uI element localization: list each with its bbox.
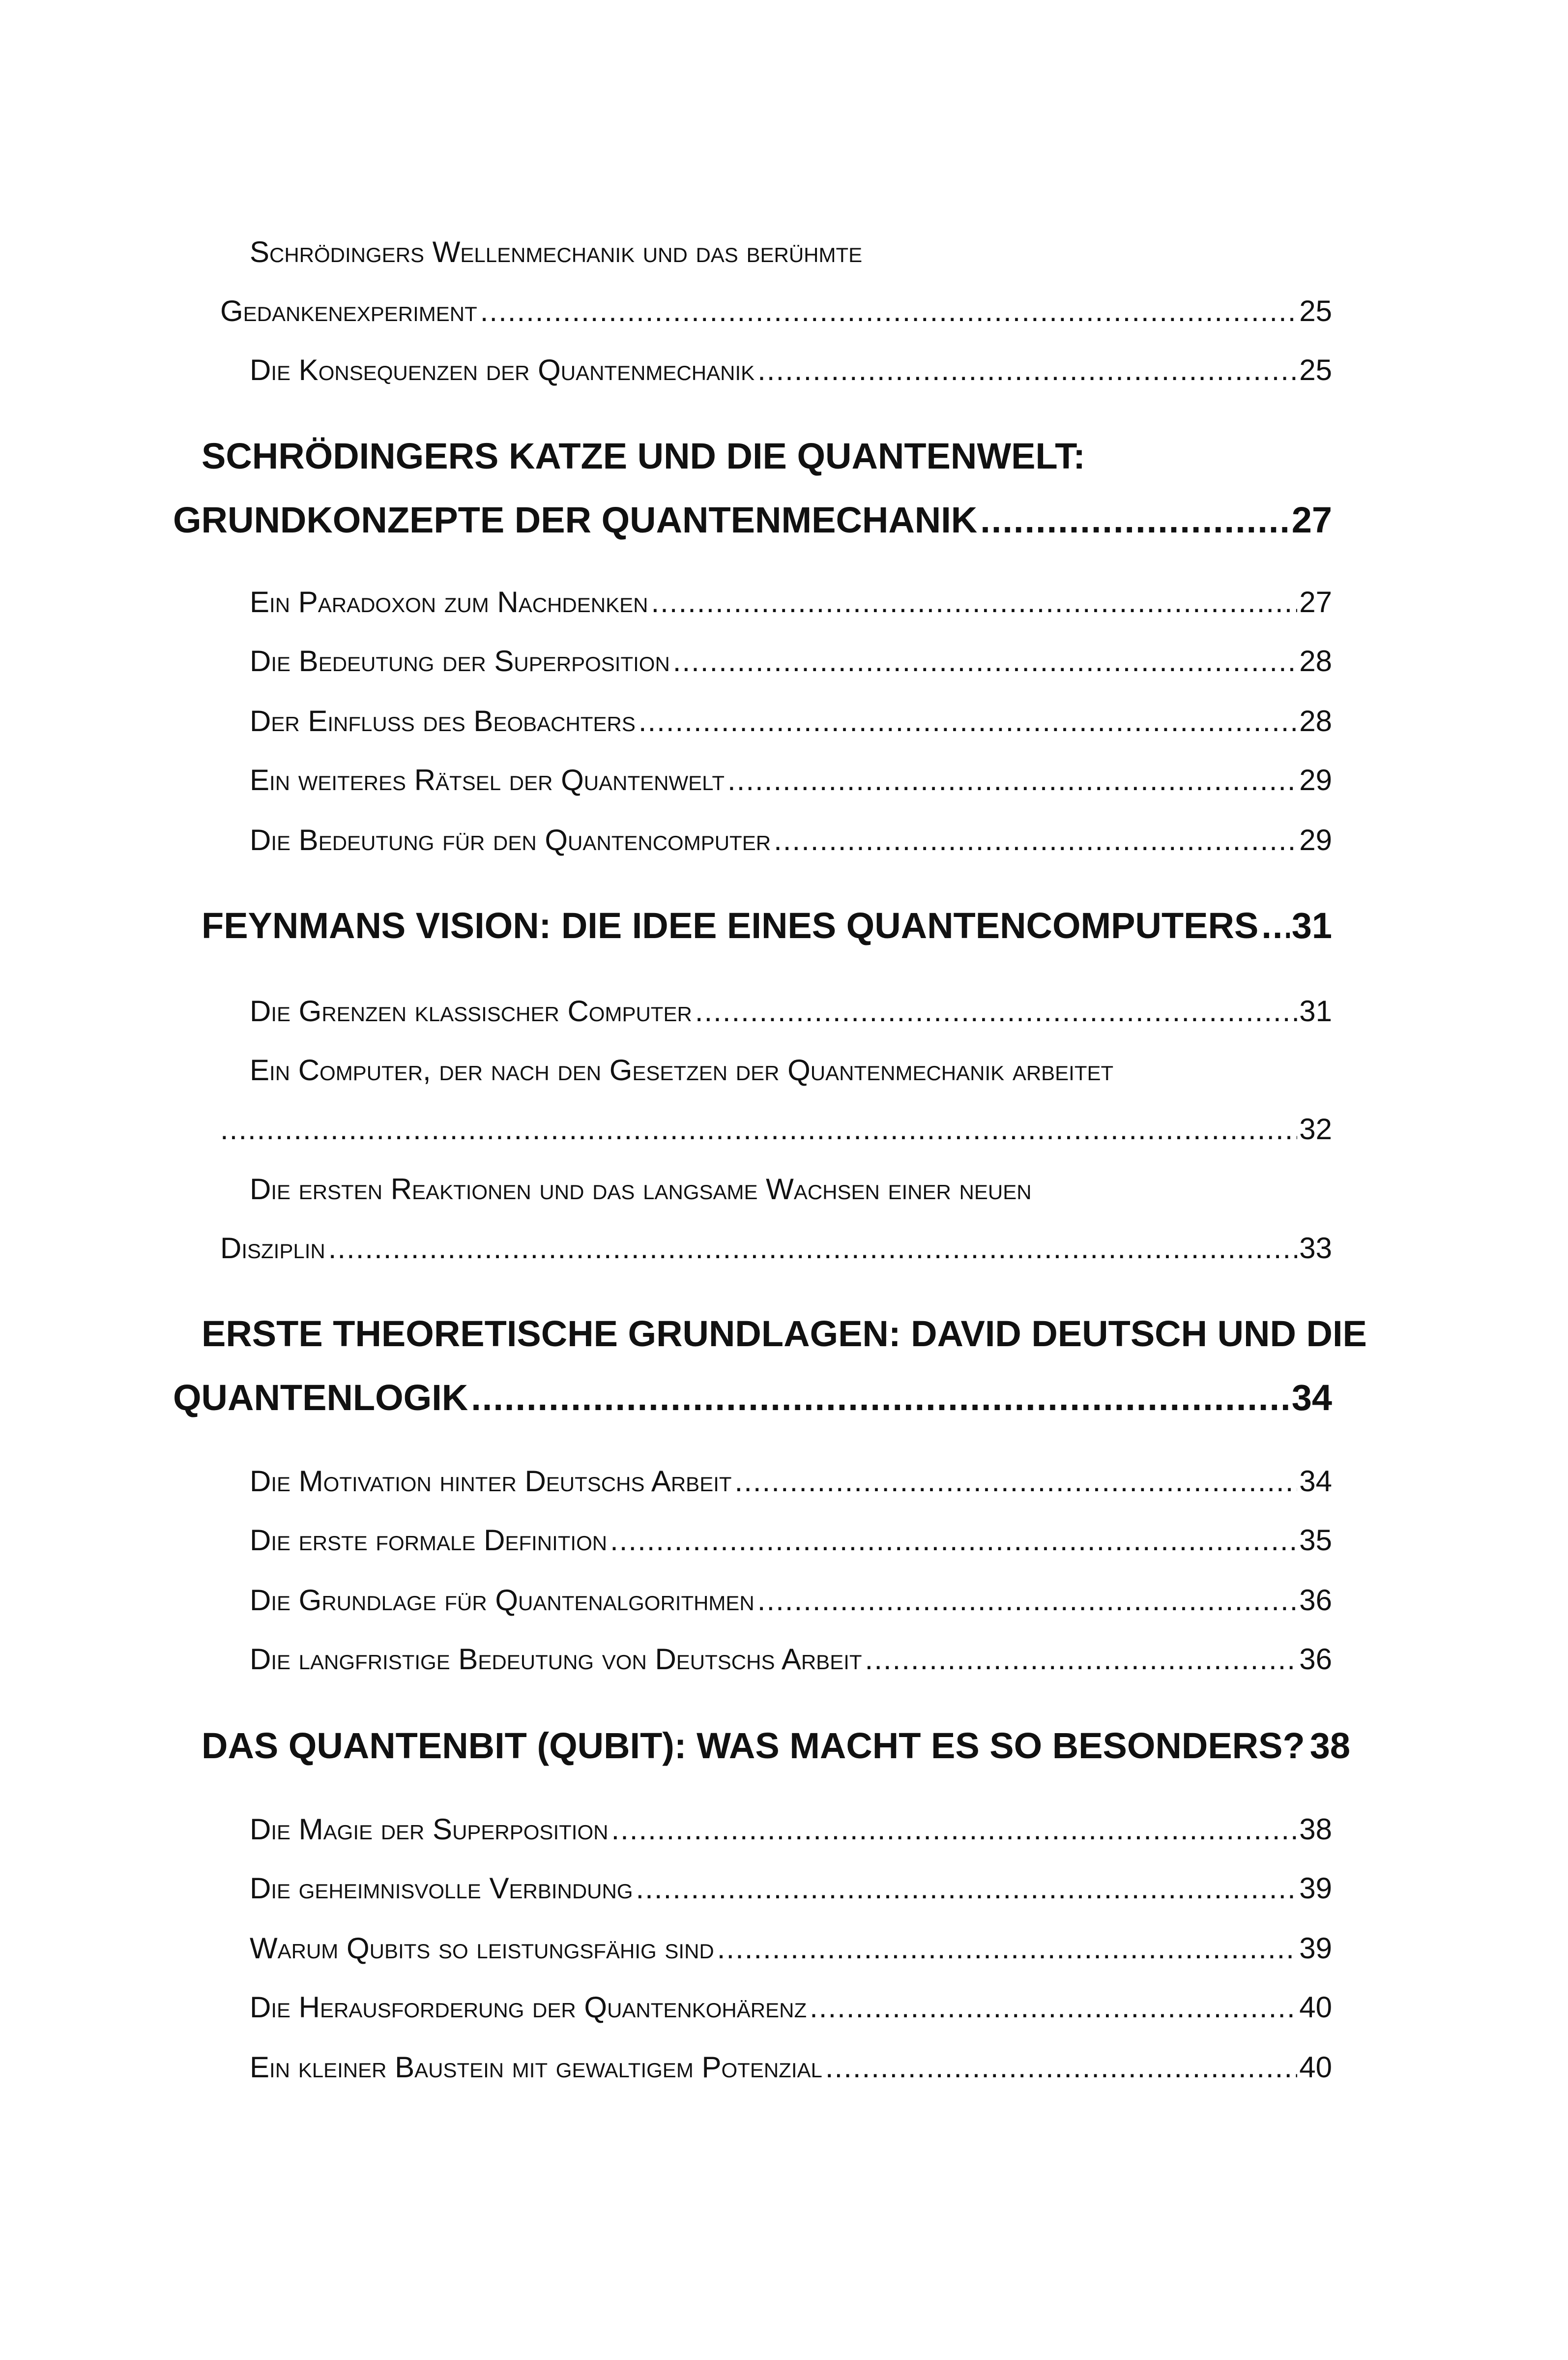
toc-chapter[interactable] xyxy=(173,499,1332,541)
dot-leader xyxy=(865,1642,1298,1676)
toc-page-number: 27 xyxy=(1291,500,1332,540)
toc-entry[interactable] xyxy=(250,1642,1332,1676)
toc-page-number: 28 xyxy=(1299,645,1332,678)
toc-page-number: 40 xyxy=(1299,1991,1332,2024)
dot-leader xyxy=(735,1464,1298,1498)
dot-leader xyxy=(480,294,1297,328)
toc-entry-label: Ein Paradoxon zum Nachdenken xyxy=(250,586,648,619)
dot-leader xyxy=(1261,905,1289,946)
toc-entry[interactable] xyxy=(220,294,1332,328)
toc-entry-label: Disziplin xyxy=(220,1232,325,1265)
toc-chapter[interactable] xyxy=(173,1377,1332,1418)
toc-entry[interactable] xyxy=(250,1583,1332,1617)
toc-entry[interactable] xyxy=(250,994,1332,1028)
toc-chapter-label: DAS QUANTENBIT (QUBIT): WAS MACHT ES SO BESONDERS? xyxy=(202,1725,1305,1766)
toc-page-number: 34 xyxy=(1299,1465,1332,1498)
toc-page-number: 29 xyxy=(1299,764,1332,796)
toc-page-number: 25 xyxy=(1299,354,1332,386)
toc-page-number: 36 xyxy=(1299,1643,1332,1676)
dot-leader xyxy=(695,994,1297,1028)
toc-entry-text: Ein Computer, der nach den Gesetzen der Quantenmechanik arbeitet xyxy=(250,1054,1114,1087)
toc-chapter-label: QUANTENLOGIK xyxy=(173,1377,468,1418)
toc-entry-label: Die Bedeutung der Superposition xyxy=(250,645,670,678)
dot-leader xyxy=(651,585,1297,619)
toc-entry-label: Die Konsequenzen der Quantenmechanik xyxy=(250,354,755,386)
dot-leader xyxy=(639,704,1297,738)
toc-entry[interactable] xyxy=(250,1812,1332,1846)
toc-entry[interactable] xyxy=(250,823,1332,857)
toc-chapter-text: SCHRÖDINGERS KATZE UND DIE QUANTENWELT: xyxy=(202,436,1085,476)
dot-leader xyxy=(727,763,1297,797)
toc-page-number: 32 xyxy=(1299,1113,1332,1146)
toc-entry-label: Die langfristige Bedeutung von Deutschs Arbeit xyxy=(250,1643,862,1676)
toc-page-number: 34 xyxy=(1291,1377,1332,1418)
toc-entry[interactable] xyxy=(250,763,1332,797)
toc-page-number: 29 xyxy=(1299,824,1332,856)
toc-page-number: 28 xyxy=(1299,705,1332,738)
toc-page-number: 36 xyxy=(1299,1584,1332,1617)
dot-leader xyxy=(673,644,1297,678)
toc-entry-text: Schrödingers Wellenmechanik und das berühmte xyxy=(250,236,863,268)
dot-leader xyxy=(757,353,1297,387)
toc-entry[interactable] xyxy=(250,1931,1332,1965)
toc-page-number: 38 xyxy=(1299,1813,1332,1846)
dot-leader xyxy=(774,823,1297,857)
dot-leader xyxy=(220,1112,1297,1146)
toc-entry-label: Die Herausforderung der Quantenkohärenz xyxy=(250,1991,807,2024)
toc-entry-label: Die geheimnisvolle Verbindung xyxy=(250,1872,633,1905)
toc-page-number: 31 xyxy=(1291,905,1332,946)
toc-page-number: 40 xyxy=(1299,2051,1332,2084)
toc-page-number: 25 xyxy=(1299,295,1332,327)
dot-leader xyxy=(717,1931,1298,1965)
toc-chapter[interactable] xyxy=(202,1725,1350,1767)
toc-entry[interactable] xyxy=(250,1523,1332,1557)
toc-page-number: 39 xyxy=(1299,1932,1332,1965)
toc-page-number: 35 xyxy=(1299,1524,1332,1557)
toc-entry-text: Die ersten Reaktionen und das langsame Wachsen einer neuen xyxy=(250,1173,1032,1206)
toc-entry-label: Warum Qubits so leistungsfähig sind xyxy=(250,1932,714,1965)
toc-entry-label: Die Bedeutung für den Quantencomputer xyxy=(250,824,771,856)
toc-entry-label: Der Einfluss des Beobachters xyxy=(250,705,636,738)
toc-entry-label: Ein kleiner Baustein mit gewaltigem Potenzial xyxy=(250,2051,822,2084)
toc-chapter[interactable] xyxy=(202,905,1332,946)
toc-entry-label: Die Motivation hinter Deutschs Arbeit xyxy=(250,1465,732,1498)
toc-page-number: 38 xyxy=(1309,1725,1350,1766)
toc-entry[interactable] xyxy=(220,1231,1332,1265)
toc-entry[interactable] xyxy=(220,1112,1332,1146)
toc-entry[interactable] xyxy=(250,1871,1332,1905)
dot-leader xyxy=(610,1523,1297,1557)
toc-entry-label: Die Magie der Superposition xyxy=(250,1813,609,1846)
toc-entry[interactable] xyxy=(250,1464,1332,1498)
toc-entry[interactable] xyxy=(250,2050,1332,2084)
dot-leader xyxy=(757,1583,1297,1617)
toc-entry[interactable] xyxy=(250,704,1332,738)
toc-entry-label: Ein weiteres Rätsel der Quantenwelt xyxy=(250,764,725,796)
toc-entry-label: Gedankenexperiment xyxy=(220,295,477,327)
toc-page-number: 33 xyxy=(1299,1232,1332,1265)
dot-leader xyxy=(810,1990,1297,2024)
toc-entry[interactable] xyxy=(250,644,1332,678)
toc-entry[interactable] xyxy=(250,1990,1332,2024)
dot-leader xyxy=(980,499,1289,541)
dot-leader xyxy=(825,2050,1297,2084)
dot-leader xyxy=(471,1377,1289,1418)
toc-entry-label: Die Grenzen klassischer Computer xyxy=(250,995,692,1028)
dot-leader xyxy=(328,1231,1298,1265)
toc-chapter-text: ERSTE THEORETISCHE GRUNDLAGEN: DAVID DEUTSCH UND DIE xyxy=(202,1313,1367,1354)
toc-chapter-label: FEYNMANS VISION: DIE IDEE EINES QUANTENCOMPUTERS xyxy=(202,905,1259,946)
toc-entry-label: Die erste formale Definition xyxy=(250,1524,608,1557)
toc-entry-label: Die Grundlage für Quantenalgorithmen xyxy=(250,1584,755,1617)
toc-entry[interactable] xyxy=(250,353,1332,387)
toc-page-number: 31 xyxy=(1299,995,1332,1028)
toc-entry[interactable] xyxy=(250,585,1332,619)
toc-page-number: 39 xyxy=(1299,1872,1332,1905)
toc-page-number: 27 xyxy=(1299,586,1332,619)
dot-leader xyxy=(611,1812,1297,1846)
toc-chapter-label: GRUNDKONZEPTE DER QUANTENMECHANIK xyxy=(173,500,978,540)
dot-leader xyxy=(636,1871,1298,1905)
